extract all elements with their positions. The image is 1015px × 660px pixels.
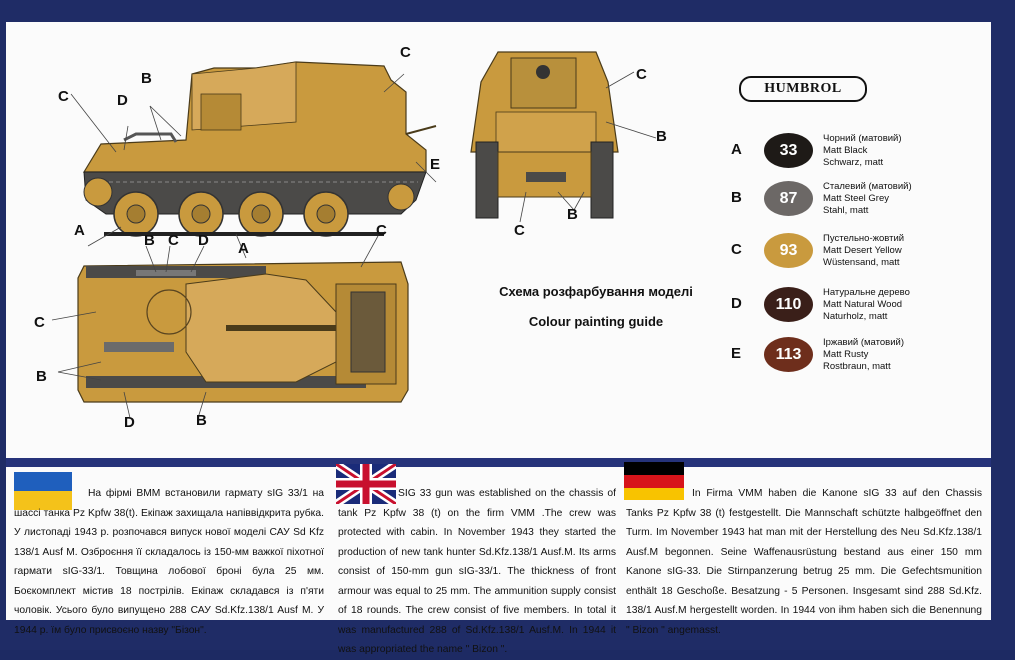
paint-swatch-110: 110 xyxy=(764,287,813,322)
paint-names xyxy=(823,337,904,373)
paint-swatch-87: 87 xyxy=(764,181,813,216)
top-view-illustration xyxy=(52,236,408,418)
top-label-b-upper: B xyxy=(144,232,155,249)
humbrol-logo: HUMBROL xyxy=(739,76,867,102)
paint-swatch-113: 113 xyxy=(764,337,813,372)
paint-letter: A xyxy=(731,141,742,158)
paint-letter: E xyxy=(731,345,742,362)
paint-name-ukrainian: Іржавий (матовий) xyxy=(823,337,904,348)
side-label-c-roof: C xyxy=(400,44,411,61)
side-label-d: D xyxy=(117,92,128,109)
description-english: SIG 33 gun was established on the chassis of tank Pz Kpfw 38 (t) on the firm VMM .The crew was protected with cabin. In November 1943 they started the production of new tank hunter Sd.Kfz.138/1 Ausf.M. Its arms consist of 150-mm gun sIG-33/1. The thickness of front armour was equal to 25 mm. The ammunition supply consist of 18 rounds. The crew consist of five members. In total it was manufactured 288 of Sd.Kfz.138/1 Ausf.M. In 1944 it was appropriated the name " Bizon ". xyxy=(338,488,616,655)
instruction-sheet xyxy=(6,22,991,655)
paint-name-german: Schwarz, matt xyxy=(823,157,884,168)
paint-name-ukrainian: Сталевий (матовий) xyxy=(823,181,912,192)
paint-letter: D xyxy=(731,295,742,312)
top-label-d-bottom: D xyxy=(124,414,135,431)
paint-names xyxy=(823,133,902,169)
paint-name-english: Matt Natural Wood xyxy=(823,299,903,310)
paint-name-ukrainian: Натуральне дерево xyxy=(823,287,910,298)
rear-label-c-bottom: C xyxy=(514,222,525,239)
rear-view-illustration xyxy=(471,52,656,222)
side-label-a-left: A xyxy=(74,222,85,239)
top-label-c-right: C xyxy=(376,222,387,239)
rear-label-b-bottom: B xyxy=(567,206,578,223)
paint-row-a xyxy=(731,132,991,172)
rear-label-b-right: B xyxy=(656,128,667,145)
side-label-e: E xyxy=(430,156,441,173)
rear-label-c-right: C xyxy=(636,66,647,83)
top-label-b-bottom: B xyxy=(196,412,207,429)
paint-row-b xyxy=(731,180,991,220)
top-label-c-upper: C xyxy=(168,232,179,249)
top-label-b-left: B xyxy=(36,368,47,385)
top-label-c-left: C xyxy=(34,314,45,331)
paint-names xyxy=(823,233,904,269)
description-ukrainian: На фірмі ВММ встановили гармату sIG 33/1 на шассі танка Pz Kpfw 38(t). Екіпаж захищала напіввідкрита рубка. У листопаді 1943 р. розпочався випуск нової моделі САУ Sd Kfz 138/1 Ausf M. Озброєння її складалось із 150-мм важкої піхотної гармати sIG-33/1. Товщина лобової броні була 25 мм. Боєкомплект містив 18 пострілів. Екіпаж складався із п'яти чоловік. Усього було випущено 288 САУ Sd.Kfz.138/1 Ausf M. У 1944 р. їм було присвоєно назву "Бізон". xyxy=(14,488,324,636)
side-label-b: B xyxy=(141,70,152,87)
paint-row-c xyxy=(731,232,991,272)
paint-swatch-93: 93 xyxy=(764,233,813,268)
top-label-d-upper: D xyxy=(198,232,209,249)
guide-title-english: Colour painting guide xyxy=(528,314,664,329)
paint-names xyxy=(823,181,912,217)
paint-name-ukrainian: Чорний (матовий) xyxy=(823,133,902,144)
paint-name-english: Matt Desert Yellow xyxy=(823,245,902,256)
side-label-a-center: A xyxy=(238,240,249,257)
paint-name-german: Rostbraun, matt xyxy=(823,361,891,372)
paint-name-german: Naturholz, matt xyxy=(823,311,888,322)
paint-swatch-33: 33 xyxy=(764,133,813,168)
paint-row-d xyxy=(731,286,991,326)
paint-name-german: Stahl, matt xyxy=(823,205,869,216)
description-german: In Firma VMM haben die Kanone sIG 33 auf den Chassis Tanks Pz Kpfw 38 (t) festgestellt. Die Mannschaft schützte halbgeöffnet den Turm. Im November 1943 hat man mit der Herstellung des Neu Sd.Kfz.138/1 Ausf.M begonnen. Seine Waffenausrüstung bestand aus einer 150 mm Kanone sIG-33. Die Stirnpanzerung betrug 25 mm. Die Gefechtsmunition enthält 18 Geschoße. Besatzung - 5 Personen. Insgesamt sind 288 Sd.Kfz. 138/1 Ausf.M hergestellt worden. In 1944 von ihm haben sich die Benennung " Bizon " angemasst. xyxy=(626,488,982,636)
guide-title-ukrainian: Схема розфарбування моделі xyxy=(499,284,693,299)
paint-name-ukrainian: Пустельно-жовтий xyxy=(823,233,905,244)
paint-letter: B xyxy=(731,189,742,206)
paint-name-english: Matt Rusty xyxy=(823,349,869,360)
divider-band xyxy=(6,458,991,467)
side-label-c-upper: C xyxy=(58,88,69,105)
paint-names xyxy=(823,287,910,323)
paint-name-english: Matt Black xyxy=(823,145,868,156)
paint-row-e xyxy=(731,336,991,376)
paint-letter: C xyxy=(731,241,742,258)
paint-name-english: Matt Steel Grey xyxy=(823,193,889,204)
paint-name-german: Wüstensand, matt xyxy=(823,257,900,268)
